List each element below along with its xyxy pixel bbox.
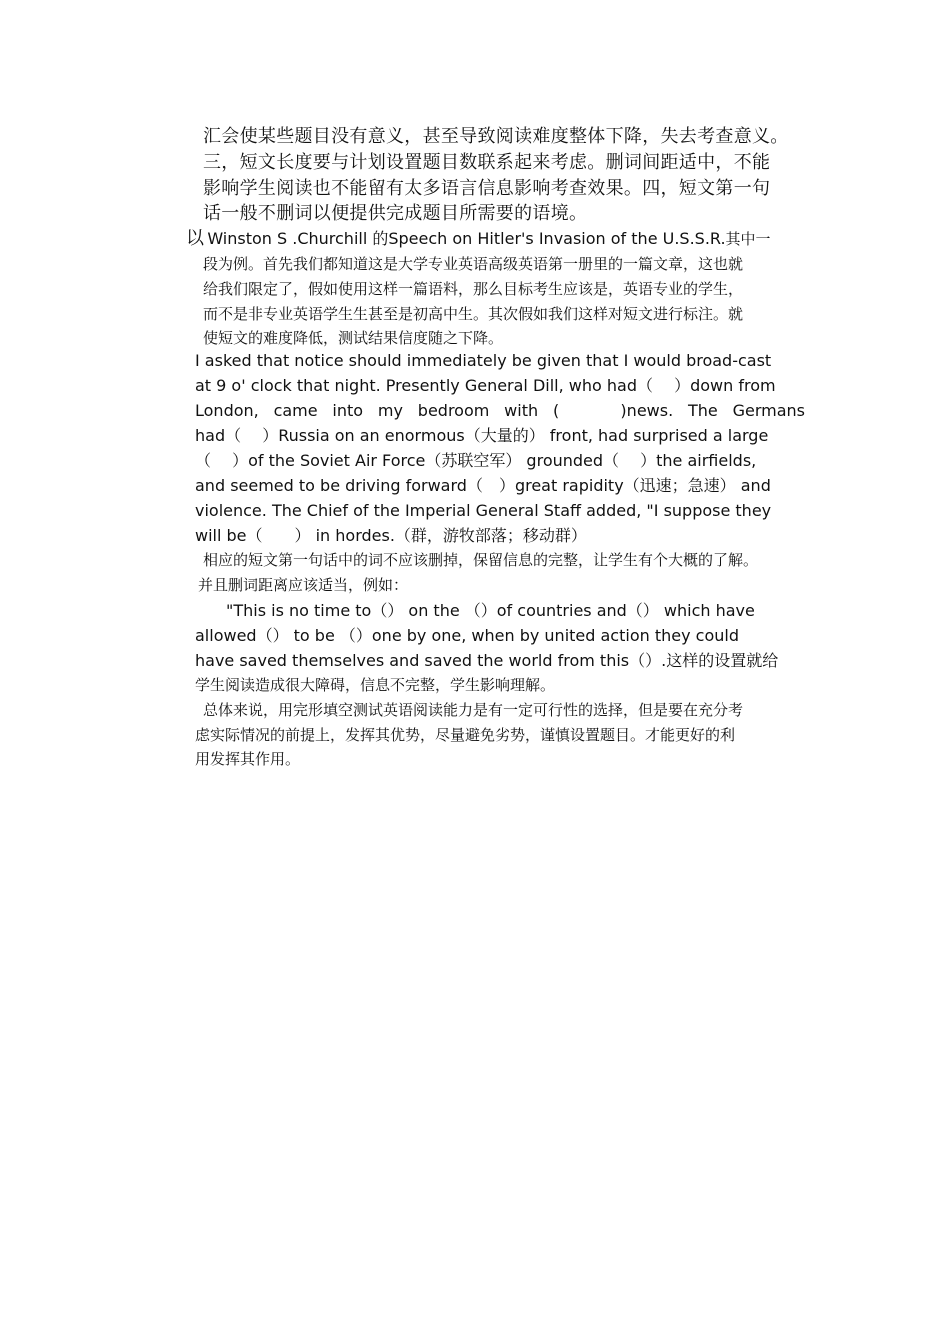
text-line: 学生阅读造成很大障碍，信息不完整，学生影响理解。 bbox=[195, 676, 556, 694]
speech-reference: Winston S .Churchill 的Speech on Hitler's Invasion of the U.S.S.R. bbox=[207, 229, 726, 248]
text-line: 话一般不删词以便提供完成题目所需要的语境。 bbox=[203, 203, 588, 224]
text-line: 总体来说，用完形填空测试英语阅读能力是有一定可行性的选择，但是要在充分考 bbox=[203, 701, 744, 719]
text-line: 三，短文长度要与计划设置题目数联系起来考虑。删词间距适中，不能 bbox=[203, 152, 771, 173]
suffix-text: 其中一 bbox=[725, 230, 771, 248]
text-line: 影响学生阅读也不能留有太多语言信息影响考查效果。四，短文第一句 bbox=[203, 178, 771, 199]
text-line: 用发挥其作用。 bbox=[195, 750, 301, 768]
text-line bbox=[186, 230, 771, 248]
passage-line: had（ ）Russia on an enormous（大量的） front, had surprised a large bbox=[195, 426, 769, 445]
passage-line: will be（ ） in hordes.（群，游牧部落；移动群） bbox=[195, 526, 587, 545]
text-line: 给我们限定了，假如使用这样一篇语料，那么目标考生应该是，英语专业的学生， bbox=[203, 280, 744, 298]
passage-line: allowed（） to be （）one by one, when by united action they could bbox=[195, 626, 739, 645]
text-line: 相应的短文第一句话中的词不应该删掉，保留信息的完整，让学生有个大概的了解。 bbox=[203, 551, 759, 569]
text-line: 段为例。首先我们都知道这是大学专业英语高级英语第一册里的一篇文章，这也就 bbox=[203, 255, 744, 273]
passage-line: I asked that notice should immediately be given that I would broad-cast bbox=[195, 351, 772, 370]
passage-line: have saved themselves and saved the world from this（）.这样的设置就给 bbox=[195, 651, 779, 670]
passage-line: （ ）of the Soviet Air Force（苏联空军） grounded（ ）the airfields, bbox=[195, 451, 757, 470]
text-line: 并且删词距离应该适当，例如： bbox=[198, 576, 409, 594]
passage-line: and seemed to be driving forward（ ）great rapidity（迅速；急速） and bbox=[195, 476, 771, 495]
text-line: 汇会使某些题目没有意义，甚至导致阅读难度整体下降，失去考查意义。 bbox=[203, 126, 789, 147]
passage-line: at 9 o' clock that night. Presently General Dill, who had（ ）down from bbox=[195, 376, 776, 395]
prefix-text: 以 bbox=[186, 228, 205, 249]
passage-line: London, came into my bedroom with ( )news. The Germans bbox=[195, 401, 805, 420]
passage-line: violence. The Chief of the Imperial General Staff added, "I suppose they bbox=[195, 501, 772, 520]
text-line: 而不是非专业英语学生生甚至是初高中生。其次假如我们这样对短文进行标注。就 bbox=[203, 305, 744, 323]
text-line: 虑实际情况的前提上，发挥其优势，尽量避免劣势，谨慎设置题目。才能更好的利 bbox=[195, 726, 736, 744]
passage-line: "This is no time to（） on the （）of countries and（） which have bbox=[226, 601, 755, 620]
text-line: 使短文的难度降低，测试结果信度随之下降。 bbox=[203, 329, 504, 347]
